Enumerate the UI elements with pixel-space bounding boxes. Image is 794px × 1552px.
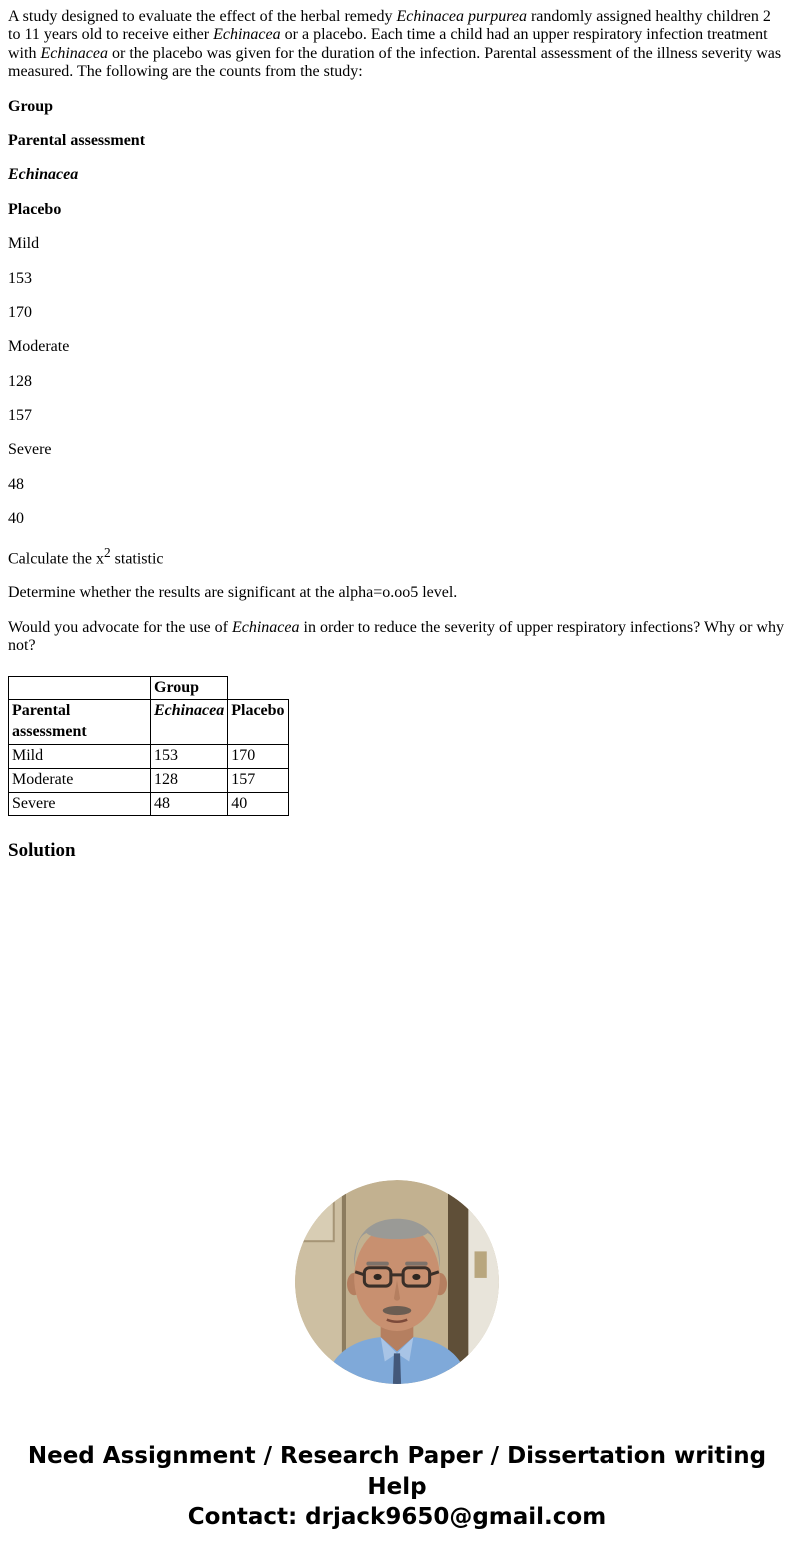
count-value-severe-echinacea: 48 xyxy=(8,475,24,493)
table-header-parental-assessment: Parental assessment xyxy=(9,700,151,745)
table-cell-moderate-echinacea: 128 xyxy=(151,768,228,792)
table-cell-severe: Severe xyxy=(9,792,151,816)
table-cell-moderate-placebo: 157 xyxy=(228,768,289,792)
table-cell-severe-placebo: 40 xyxy=(228,792,289,816)
intro-text-3: or a placebo. Each time a child had an upper respiratory infection treatment with xyxy=(8,26,768,62)
count-line-mild: Mild xyxy=(8,235,40,253)
intro-text-1: A study designed to evaluate the effect of the herbal remedy xyxy=(8,8,397,25)
table-header-echinacea: Echinacea xyxy=(151,700,228,745)
table-cell-moderate: Moderate xyxy=(9,768,151,792)
table-cell-severe-echinacea: 48 xyxy=(151,792,228,816)
table-row xyxy=(9,676,289,700)
advocate-text-2: in order to reduce the severity of upper respiratory infections? Why or why not? xyxy=(8,618,784,655)
question-significance: Determine whether the results are significant at the alpha=o.oo5 level. xyxy=(8,584,458,602)
chi-exponent: 2 xyxy=(103,544,111,560)
table-phantom-cell xyxy=(228,676,289,700)
advocate-text-1: Would you advocate for the use of xyxy=(8,618,232,636)
intro-italic-1: Echinacea purpurea xyxy=(396,8,527,25)
table-row xyxy=(9,700,289,745)
advocate-italic: Echinacea xyxy=(231,618,300,636)
footer-contact-email: Contact: drjack9650@gmail.com xyxy=(187,1504,607,1531)
count-value-moderate-echinacea: 128 xyxy=(8,372,32,390)
photo-mustache xyxy=(383,1306,412,1315)
intro-italic-2: Echinacea xyxy=(213,26,281,44)
table-cell-mild: Mild xyxy=(9,744,151,768)
footer-promo xyxy=(16,1441,778,1532)
question-chi-square xyxy=(8,545,786,569)
tutor-photo-illustration xyxy=(295,1180,499,1384)
table-cell-mild-echinacea: 153 xyxy=(151,744,228,768)
intro-italic-3: Echinacea xyxy=(40,44,108,62)
count-line-group: Group xyxy=(8,97,54,115)
chi-suffix: statistic xyxy=(110,549,164,567)
table-row xyxy=(9,744,289,768)
table-empty-corner-cell xyxy=(9,676,151,700)
count-line-severe: Severe xyxy=(8,441,52,459)
table-row xyxy=(9,768,289,792)
count-line-echinacea: Echinacea xyxy=(8,166,79,184)
count-value-mild-echinacea: 153 xyxy=(8,269,32,287)
count-line-parental-assessment: Parental assessment xyxy=(8,131,146,149)
table-header-placebo: Placebo xyxy=(228,700,289,745)
table-group-header: Group xyxy=(151,676,228,700)
tutor-photo-avatar xyxy=(295,1180,499,1384)
counts-table xyxy=(8,676,289,817)
intro-text-4: or the placebo was given for the duration of the infection. Parental assessment of the illness severity was measured. The following are the counts from the study: xyxy=(8,44,782,81)
footer-help-text: Need Assignment / Research Paper / Dissertation writing Help xyxy=(27,1443,767,1500)
intro-text-2: randomly assigned healthy children 2 to 11 years old to receive either xyxy=(8,8,771,44)
count-value-moderate-placebo: 157 xyxy=(8,407,32,425)
count-line-placebo: Placebo xyxy=(8,200,62,218)
count-line-moderate: Moderate xyxy=(8,338,70,356)
intro-paragraph xyxy=(8,8,786,82)
solution-heading: Solution xyxy=(8,840,76,862)
count-value-severe-placebo: 40 xyxy=(8,510,24,528)
chi-prefix: Calculate the x xyxy=(8,549,104,567)
avatar-section xyxy=(8,1180,786,1389)
photo-wall-frame xyxy=(303,1197,334,1242)
table-cell-mild-placebo: 170 xyxy=(228,744,289,768)
count-value-mild-placebo: 170 xyxy=(8,303,32,321)
table-row xyxy=(9,792,289,816)
question-advocate xyxy=(8,619,786,656)
